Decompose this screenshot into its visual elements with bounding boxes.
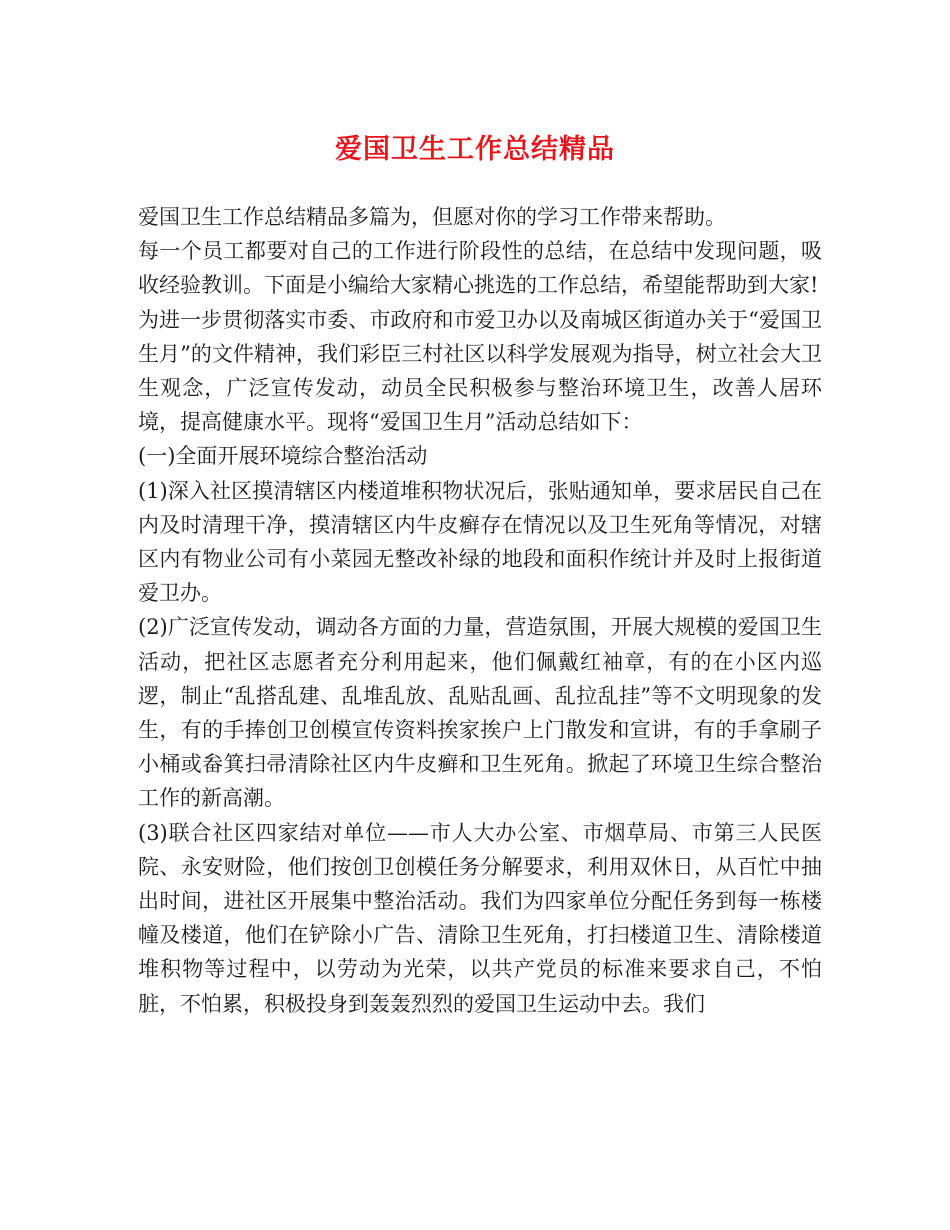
paragraph-background: 为进一步贯彻落实市委、市政府和市爱卫办以及南城区街道办关于“爱国卫生月”的文件精神，我们彩臣三村社区以科学发展观为指导，树立社会大卫生观念，广泛宣传发动，动员全民积极参与整治环境卫生，改善人居环境，提高健康水平。现将“爱国卫生月”活动总结如下： xyxy=(138,307,822,435)
paragraph-item-2: (2)广泛宣传发动，调动各方面的力量，营造氛围，开展大规模的爱国卫生活动，把社区志愿者充分利用起来，他们佩戴红袖章，有的在小区内巡逻，制止“乱搭乱建、乱堆乱放、乱贴乱画、乱拉乱挂”等不文明现象的发生，有的手捧创卫创模宣传资料挨家挨户上门散发和宣讲，有的手拿刷子小桶或畚箕扫帚清除社区内牛皮癣和卫生死角。掀起了环境卫生综合整治工作的新高潮。 xyxy=(138,615,822,811)
document-title: 爱国卫生工作总结精品 xyxy=(335,134,615,165)
paragraph-intro: 爱国卫生工作总结精品多篇为，但愿对你的学习工作带来帮助。 xyxy=(138,205,726,229)
paragraph-item-3: (3)联合社区四家结对单位——市人大办公室、市烟草局、市第三人民医院、永安财险，他们按创卫创模任务分解要求，利用双休日，从百忙中抽出时间，进社区开展集中整治活动。我们为四家单位分配任务到每一栋楼幢及楼道，他们在铲除小广告、清除卫生死角，打扫楼道卫生、清除楼道堆积物等过程中，以劳动为光荣，以共产党员的标准来要求自己，不怕脏，不怕累，积极投身到轰轰烈烈的爱国卫生运动中去。我们 xyxy=(138,820,822,1016)
paragraph-summary-purpose: 每一个员工都要对自己的工作进行阶段性的总结，在总结中发现问题，吸收经验教训。下面是小编给大家精心挑选的工作总结，希望能帮助到大家! xyxy=(138,239,822,298)
document-body xyxy=(138,200,822,1021)
paragraph-item-1: (1)深入社区摸清辖区内楼道堆积物状况后，张贴通知单，要求居民自己在内及时清理干净，摸清辖区内牛皮癣存在情况以及卫生死角等情况，对辖区内有物业公司有小菜园无整改补绿的地段和面积作统计并及时上报街道爱卫办。 xyxy=(138,478,822,606)
section-heading-1: (一)全面开展环境综合整治活动 xyxy=(138,444,428,469)
